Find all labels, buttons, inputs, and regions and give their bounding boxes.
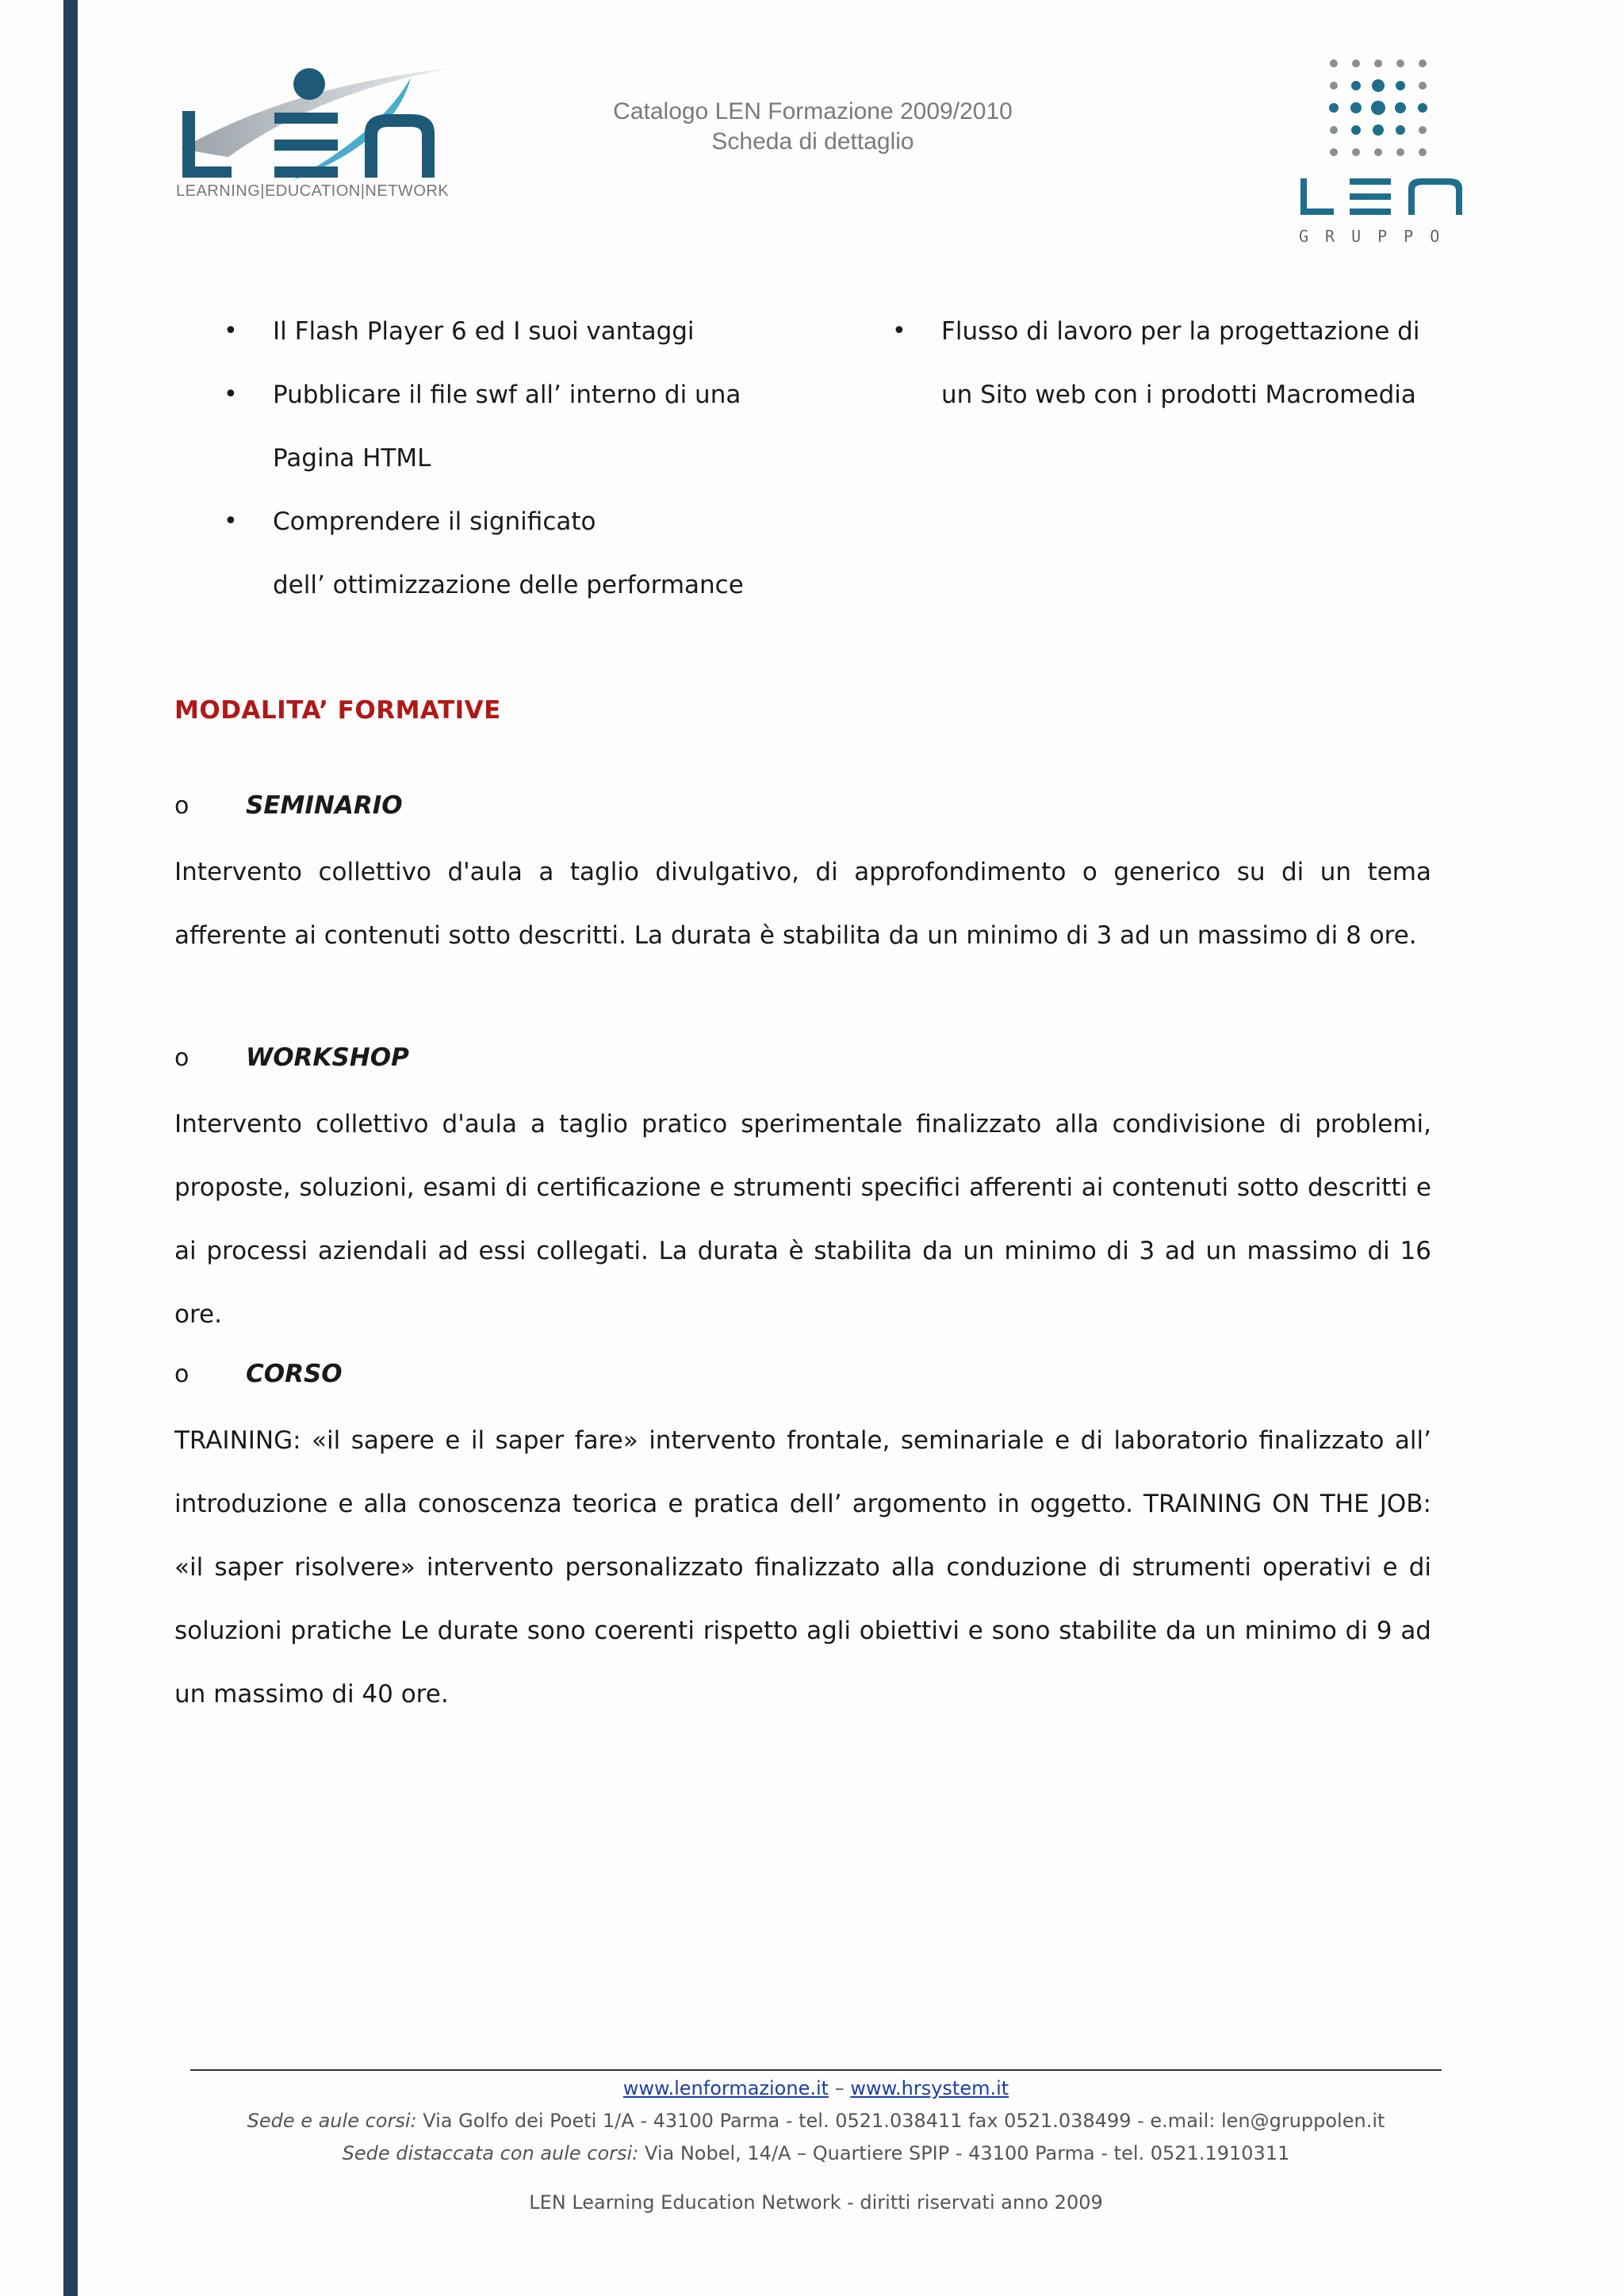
list-marker: o <box>174 1044 190 1072</box>
footer-divider <box>190 2069 1442 2071</box>
modality-title: CORSO <box>246 1360 343 1388</box>
modality-title: WORKSHOP <box>246 1043 409 1072</box>
list-marker: o <box>174 792 190 820</box>
address-text: Via Nobel, 14/A – Quartiere SPIP - 43100 Parma - tel. 0521.1910311 <box>644 2142 1290 2164</box>
modality-description-workshop: Intervento collettivo d'aula a taglio pratico sperimentale finalizzato alla condivisione di problemi, proposte, soluzioni, esami di certificazione e strumenti specifici afferenti ai contenuti sotto descritti e ai processi aziendali ad essi collegati. La durata è stabilita da un minimo di 3 ad un massimo di 16 ore. <box>174 1110 1431 1329</box>
modality-title: SEMINARIO <box>246 791 403 820</box>
modality-description-corso: TRAINING: «il sapere e il saper fare» intervento frontale, seminariale e di laboratorio finalizzato all’ introduzione e alla conoscenza teorica e pratica dell’ argomento in oggetto. TRAINING ON THE JOB: «il saper risolvere» intervento personalizzato finalizzato alla conduzione di strumenti operativi e di soluzioni pratiche Le durate sono coerenti rispetto agli obiettivi e sono stabilite da un minimo di 9 ad un massimo di 40 ore. <box>174 1426 1431 1709</box>
address-label: Sede e aule corsi: <box>247 2110 417 2132</box>
footer-address-branch <box>190 2142 1442 2164</box>
footer-links <box>190 2077 1442 2099</box>
modality-heading-workshop <box>174 1043 409 1072</box>
list-item: • Il Flash Player 6 ed I suoi vantaggi <box>224 300 874 363</box>
gruppo-label: GRUPPO <box>1299 227 1457 246</box>
bullet-list-left <box>224 300 874 617</box>
list-item-continuation: Pagina HTML <box>273 444 431 473</box>
modality-description-seminario: Intervento collettivo d'aula a taglio divulgativo, di approfondimento o generico su di un tema afferente ai contenuti sotto descritti. La durata è stabilita da un minimo di 3 ad un massimo di 8 ore. <box>174 858 1431 950</box>
footer-copyright: LEN Learning Education Network - diritti riservati anno 2009 <box>529 2191 1103 2214</box>
footer-address-main <box>190 2110 1442 2132</box>
section-title: MODALITA’ FORMATIVE <box>174 696 501 725</box>
list-item: • Flusso di lavoro per la progettazione di <box>892 300 1542 363</box>
link-separator: – <box>834 2077 845 2099</box>
list-item-continuation: un Sito web con i prodotti Macromedia <box>941 381 1416 409</box>
list-item: • Comprendere il significato <box>224 490 874 553</box>
list-item-continuation: dell’ ottimizzazione delle performance <box>273 571 744 599</box>
list-item: • Pubblicare il file swf all’ interno di una <box>224 363 874 427</box>
bullet-list-right <box>892 300 1542 427</box>
catalog-subtitle: Scheda di dettaglio <box>711 128 914 155</box>
hrsystem-link[interactable]: www.hrsystem.it <box>850 2077 1009 2099</box>
modality-heading-corso <box>174 1360 343 1388</box>
len-logo-tagline: LEARNING|EDUCATION|NETWORK <box>176 182 450 200</box>
catalog-title: Catalogo LEN Formazione 2009/2010 <box>613 98 1013 124</box>
list-marker: o <box>174 1360 190 1388</box>
lenformazione-link[interactable]: www.lenformazione.it <box>622 2077 829 2099</box>
address-label: Sede distaccata con aule corsi: <box>342 2142 639 2164</box>
modality-heading-seminario <box>174 791 403 820</box>
address-text: Via Golfo dei Poeti 1/A - 43100 Parma - tel. 0521.038411 fax 0521.038499 - e.mail: len@gruppolen.it <box>423 2110 1385 2132</box>
